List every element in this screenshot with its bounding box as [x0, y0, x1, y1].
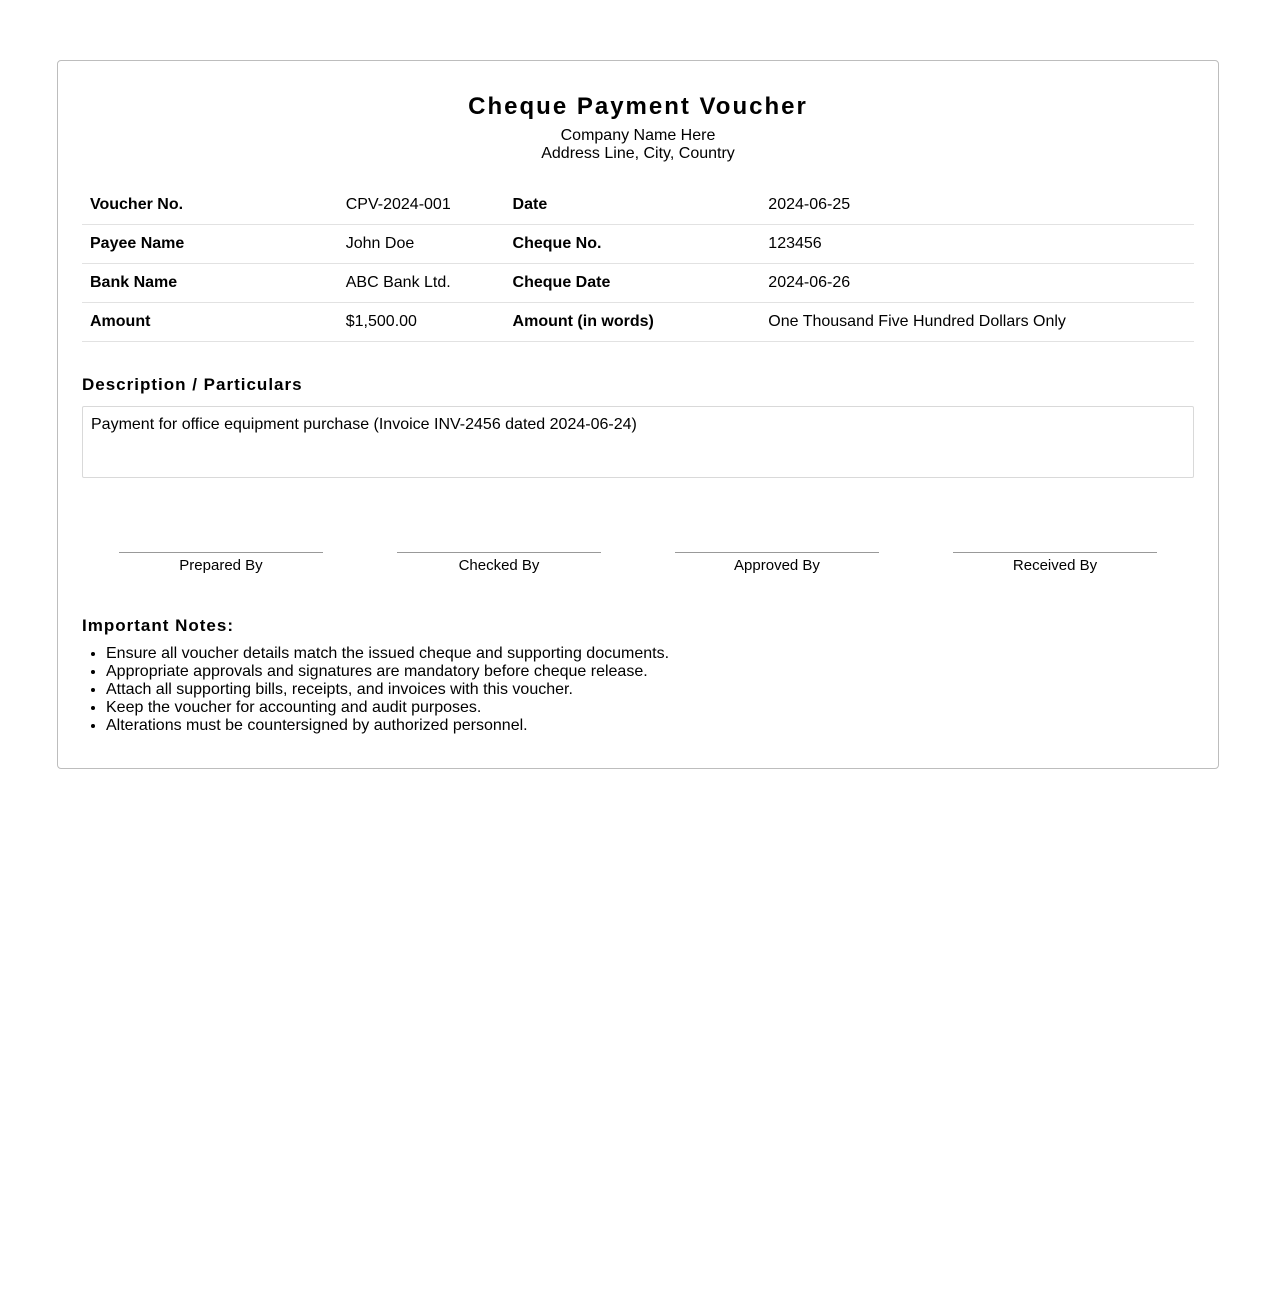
list-item: • Attach all supporting bills, receipts, and invoices with this voucher. [106, 681, 1194, 699]
description-heading: Description / Particulars [82, 375, 303, 394]
signature-line [119, 552, 323, 553]
signature-row [82, 552, 1194, 575]
amount-in-words-value: One Thousand Five Hundred Dollars Only [760, 303, 1194, 342]
table-row [82, 186, 1194, 225]
table-row [82, 303, 1194, 342]
date-label: Date [505, 186, 761, 225]
table-row [82, 264, 1194, 303]
signature-approved-by [675, 552, 879, 575]
date-value: 2024-06-25 [760, 186, 1194, 225]
voucher-no-label: Voucher No. [82, 186, 338, 225]
signature-prepared-by [119, 552, 323, 575]
company-block [82, 127, 1194, 163]
company-name: Company Name Here [560, 127, 716, 144]
list-item: • Ensure all voucher details match the issued cheque and supporting documents. [106, 645, 1194, 663]
amount-value: $1,500.00 [338, 303, 505, 342]
description-box: Payment for office equipment purchase (Invoice INV-2456 dated 2024-06-24) [82, 406, 1194, 478]
signature-line [675, 552, 879, 553]
table-row [82, 225, 1194, 264]
notes-list [82, 645, 1194, 735]
signature-label: Received By [1012, 557, 1098, 574]
signature-received-by [953, 552, 1157, 575]
signature-checked-by [397, 552, 601, 575]
signature-line [397, 552, 601, 553]
signature-line [953, 552, 1157, 553]
bank-name-label: Bank Name [82, 264, 338, 303]
list-item: • Alterations must be countersigned by authorized personnel. [106, 717, 1194, 735]
voucher-details-table [82, 186, 1194, 342]
payee-name-label: Payee Name [82, 225, 338, 264]
voucher-no-value: CPV-2024-001 [338, 186, 505, 225]
signature-label: Approved By [734, 557, 820, 574]
cheque-no-label: Cheque No. [505, 225, 761, 264]
amount-in-words-label: Amount (in words) [505, 303, 761, 342]
payee-name-value: John Doe [338, 225, 505, 264]
signature-label: Checked By [458, 557, 540, 574]
list-item: • Keep the voucher for accounting and audit purposes. [106, 699, 1194, 717]
bank-name-value: ABC Bank Ltd. [338, 264, 505, 303]
amount-label: Amount [82, 303, 338, 342]
cheque-no-value: 123456 [760, 225, 1194, 264]
cheque-date-value: 2024-06-26 [760, 264, 1194, 303]
company-address: Address Line, City, Country [541, 145, 735, 162]
signature-label: Prepared By [179, 557, 263, 574]
notes-heading: Important Notes: [82, 616, 234, 635]
voucher-title: Cheque Payment Voucher [468, 93, 808, 120]
list-item: • Appropriate approvals and signatures are mandatory before cheque release. [106, 663, 1194, 681]
cheque-date-label: Cheque Date [505, 264, 761, 303]
voucher-card [57, 60, 1219, 769]
